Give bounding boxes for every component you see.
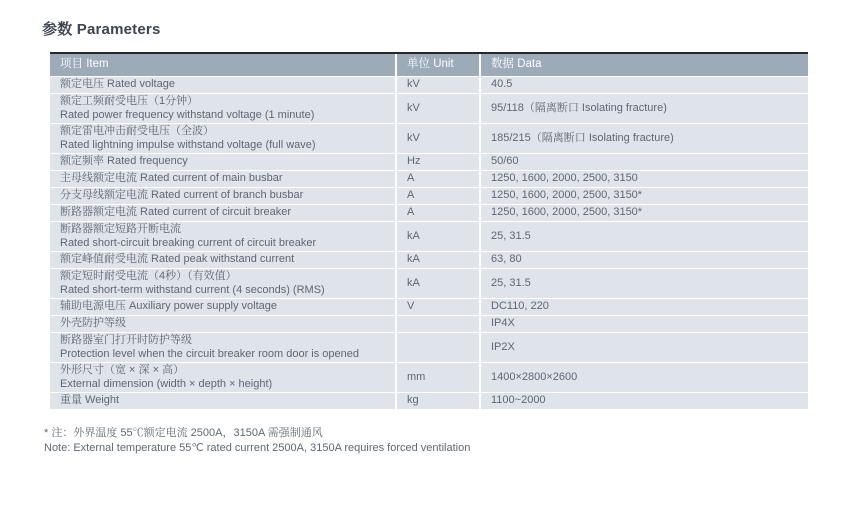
data-cell: DC110, 220 bbox=[481, 299, 808, 315]
item-cell bbox=[50, 205, 395, 221]
item-text-zh: 主母线额定电流 Rated current of main busbar bbox=[60, 172, 283, 185]
data-cell: 40.5 bbox=[481, 77, 808, 93]
item-cell bbox=[50, 252, 395, 268]
data-cell: 185/215（隔离断口 Isolating fracture) bbox=[481, 124, 808, 153]
item-cell bbox=[50, 171, 395, 187]
item-text-zh: 额定频率 Rated frequency bbox=[60, 155, 188, 168]
item-cell bbox=[50, 77, 395, 93]
table-row bbox=[50, 154, 808, 170]
item-text-en: Rated lightning impulse withstand voltage (full wave) bbox=[60, 138, 316, 151]
unit-cell: A bbox=[397, 171, 479, 187]
item-text-en: Rated power frequency withstand voltage (1 minute) bbox=[60, 108, 315, 121]
item-text-zh: 断路器额定短路开断电流 bbox=[60, 223, 181, 235]
data-cell: 63, 80 bbox=[481, 252, 808, 268]
item-cell bbox=[50, 154, 395, 170]
table-row bbox=[50, 299, 808, 315]
table-row bbox=[50, 363, 808, 392]
data-cell: IP4X bbox=[481, 316, 808, 332]
table-row bbox=[50, 333, 808, 362]
table-row bbox=[50, 222, 808, 251]
data-cell: IP2X bbox=[481, 333, 808, 362]
data-cell: 25, 31.5 bbox=[481, 269, 808, 298]
item-text-en: Rated short-circuit breaking current of circuit breaker bbox=[60, 236, 317, 249]
data-cell: 1250, 1600, 2000, 2500, 3150* bbox=[481, 205, 808, 221]
item-text-zh: 额定雷电冲击耐受电压（全波） bbox=[60, 125, 214, 137]
item-text-zh: 断路器室门打开时防护等级 bbox=[60, 334, 192, 346]
unit-cell: kA bbox=[397, 269, 479, 298]
column-header-unit: 单位 Unit bbox=[397, 54, 479, 76]
table-row bbox=[50, 188, 808, 204]
table-row bbox=[50, 252, 808, 268]
item-cell bbox=[50, 269, 395, 298]
table-header-row bbox=[50, 54, 808, 76]
item-text-en: Protection level when the circuit breaker room door is opened bbox=[60, 347, 359, 360]
table-row bbox=[50, 77, 808, 93]
footnote-line-zh: * 注：外界温度 55℃额定电流 2500A，3150A 需强制通风 bbox=[44, 427, 323, 439]
table-row bbox=[50, 171, 808, 187]
item-text-zh: 额定短时耐受电流（4秒）（有效值） bbox=[60, 270, 237, 282]
item-text-en: Rated short-term withstand current (4 seconds) (RMS) bbox=[60, 283, 325, 296]
item-cell bbox=[50, 94, 395, 123]
item-text-zh: 额定峰值耐受电流 Rated peak withstand current bbox=[60, 253, 295, 266]
item-cell bbox=[50, 188, 395, 204]
item-text-zh: 外形尺寸（宽 × 深 × 高） bbox=[60, 364, 185, 376]
table-row bbox=[50, 316, 808, 332]
item-text-en: External dimension (width × depth × height) bbox=[60, 377, 273, 390]
unit-cell: Hz bbox=[397, 154, 479, 170]
unit-cell: kg bbox=[397, 393, 479, 409]
unit-cell: kV bbox=[397, 94, 479, 123]
unit-cell: kA bbox=[397, 252, 479, 268]
item-text-zh: 外壳防护等级 bbox=[60, 317, 126, 330]
table-row bbox=[50, 94, 808, 123]
table-row bbox=[50, 205, 808, 221]
data-cell: 25, 31.5 bbox=[481, 222, 808, 251]
column-header-item: 项目 Item bbox=[50, 54, 395, 76]
column-header-data: 数据 Data bbox=[481, 54, 808, 76]
item-cell bbox=[50, 299, 395, 315]
data-cell: 50/60 bbox=[481, 154, 808, 170]
data-cell: 1250, 1600, 2000, 2500, 3150 bbox=[481, 171, 808, 187]
unit-cell: kV bbox=[397, 77, 479, 93]
unit-cell: kV bbox=[397, 124, 479, 153]
item-cell bbox=[50, 363, 395, 392]
data-cell: 1400×2800×2600 bbox=[481, 363, 808, 392]
unit-cell: kA bbox=[397, 222, 479, 251]
data-cell: 1100~2000 bbox=[481, 393, 808, 409]
unit-cell: A bbox=[397, 205, 479, 221]
data-cell: 1250, 1600, 2000, 2500, 3150* bbox=[481, 188, 808, 204]
footnote-line-en: Note: External temperature 55℃ rated current 2500A, 3150A requires forced ventilation bbox=[44, 442, 471, 454]
item-cell bbox=[50, 333, 395, 362]
footnote bbox=[44, 426, 470, 456]
data-cell: 95/118（隔离断口 Isolating fracture) bbox=[481, 94, 808, 123]
table-row bbox=[50, 269, 808, 298]
item-cell bbox=[50, 393, 395, 409]
unit-cell: V bbox=[397, 299, 479, 315]
item-text-zh: 辅助电源电压 Auxiliary power supply voltage bbox=[60, 300, 278, 313]
item-text-zh: 额定电压 Rated voltage bbox=[60, 78, 175, 91]
parameters-table bbox=[50, 52, 808, 409]
item-cell bbox=[50, 222, 395, 251]
unit-cell: mm bbox=[397, 363, 479, 392]
item-text-zh: 分支母线额定电流 Rated current of branch busbar bbox=[60, 189, 304, 202]
item-text-zh: 断路器额定电流 Rated current of circuit breaker bbox=[60, 206, 292, 219]
unit-cell bbox=[397, 316, 479, 332]
table-row bbox=[50, 124, 808, 153]
page-title: 参数 Parameters bbox=[42, 21, 161, 38]
table-row bbox=[50, 393, 808, 409]
item-text-zh: 重量 Weight bbox=[60, 394, 120, 407]
unit-cell bbox=[397, 333, 479, 362]
item-cell bbox=[50, 124, 395, 153]
item-cell bbox=[50, 316, 395, 332]
unit-cell: A bbox=[397, 188, 479, 204]
item-text-zh: 额定工频耐受电压（1分钟） bbox=[60, 95, 199, 107]
